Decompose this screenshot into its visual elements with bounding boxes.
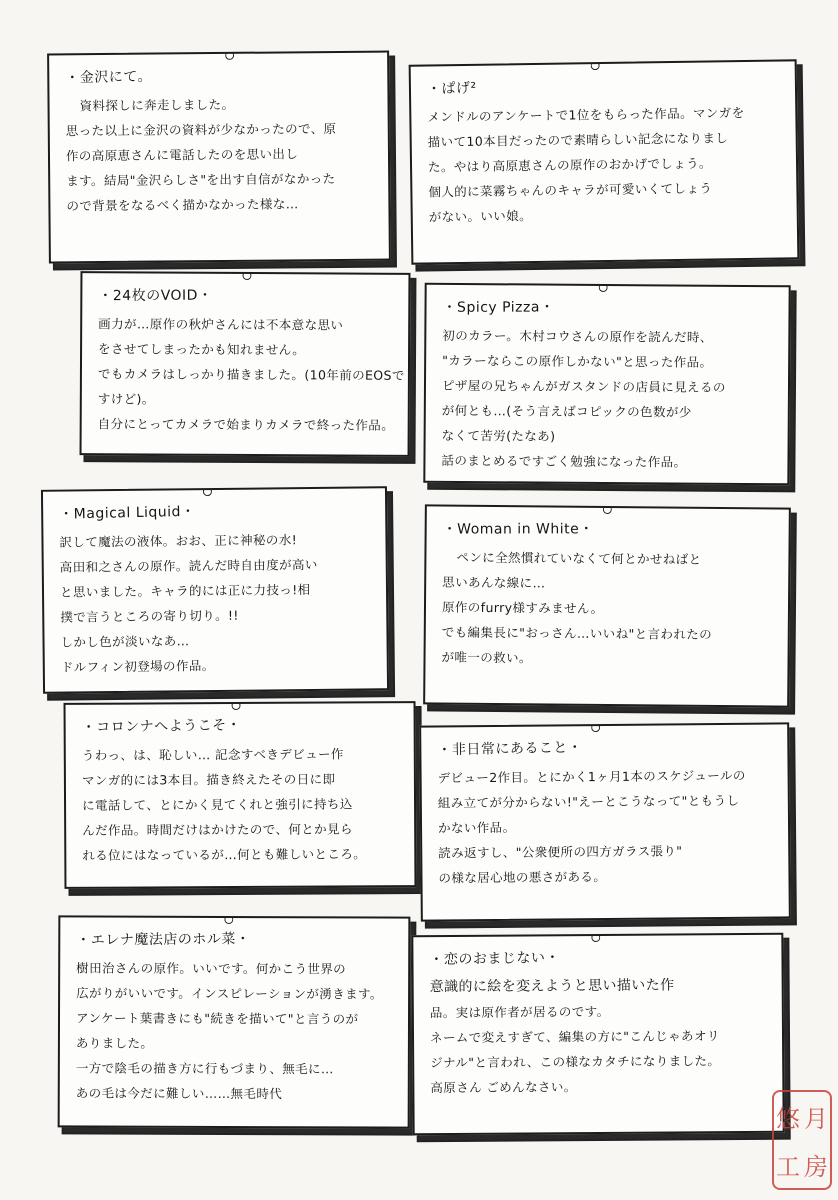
card-line: 一方で陰毛の描き方に行もづまり、無毛に… bbox=[75, 1060, 334, 1077]
card-line: 描いて10本目だったので素晴らしい記念になりまし bbox=[427, 130, 729, 150]
card-line: ネームで変えすぎて、編集の方に"こんじゃあオリ bbox=[429, 1028, 720, 1046]
card-line: すけど)。 bbox=[97, 391, 155, 407]
card-title: ・Spicy Pizza・ bbox=[442, 299, 555, 316]
card-line: あの毛は今だに難しい……無毛時代 bbox=[75, 1085, 283, 1102]
card-line: 作の高原恵さんに電話したのを思い出し bbox=[65, 146, 299, 164]
card-line: でもカメラはしっかり描きました。(10年前のEOSで bbox=[97, 366, 405, 383]
note-card-koi-no-omajinai bbox=[411, 933, 784, 1136]
card-line: ありました。 bbox=[75, 1035, 154, 1051]
card-line: ピザ屋の兄ちゃんがガスタンドの店員に見えるの bbox=[441, 377, 726, 395]
card-line: アンケート葉書きにも"続きを描いて"と言うのが bbox=[75, 1010, 359, 1027]
note-card-page2 bbox=[409, 59, 800, 264]
card-line: 品。実は原作者が居るのです。 bbox=[429, 1003, 610, 1021]
card-line: でも編集長に"おっさん…いいね"と言われたの bbox=[441, 624, 713, 642]
card-title: ・コロンナへようこそ・ bbox=[81, 717, 242, 736]
card-line: 訳して魔法の液体。おお、正に神秘の水! bbox=[59, 532, 298, 550]
card-title: ・エレナ魔法店のホル菜・ bbox=[76, 931, 251, 949]
card-line: うわっ、は、恥しい… 記念すべきデビュー作 bbox=[81, 746, 344, 763]
stamp-char: 月 bbox=[804, 1104, 828, 1133]
note-card-hinichijo bbox=[419, 722, 791, 921]
card-line: 組み立てが分からない!"えーとこうなって"ともうし bbox=[437, 792, 740, 811]
card-line: 思いあんな線に… bbox=[442, 574, 546, 591]
pin-mark bbox=[242, 271, 251, 280]
card-line: ます。結局"金沢らしさ"を出す自信がなかった bbox=[66, 170, 336, 189]
card-line: ペンに全然慣れていなくて何とかせねばと bbox=[456, 549, 702, 567]
card-line: の様な居心地の悪さがある。 bbox=[438, 868, 607, 886]
card-line: た。やはり高原恵さんの原作のおかげでしょう。 bbox=[427, 155, 712, 175]
card-line: かない作品。 bbox=[437, 819, 516, 836]
card-line: マンガ的には3本目。描き終えたその日に即 bbox=[81, 771, 336, 788]
stamp-char: 悠 bbox=[776, 1104, 800, 1133]
card-title: ・金沢にて。 bbox=[65, 68, 153, 87]
card-line: 画力が…原作の秋炉さんには不本意な思い bbox=[98, 316, 344, 333]
card-line: デビュー2作目。とにかく1ヶ月1本のスケジュールの bbox=[437, 767, 746, 786]
card-title: ・恋のおまじない・ bbox=[429, 949, 561, 969]
card-line: 撲で言うところの寄り切り。!! bbox=[60, 607, 239, 625]
card-line: 個人的に菜霧ちゃんのキャラが可愛いくてしょう bbox=[428, 180, 713, 200]
card-line: 資料探しに奔走しました。 bbox=[79, 96, 235, 114]
card-line: に電話して、とにかく見てくれと強引に持ち込 bbox=[82, 796, 353, 813]
card-title: ・Magical Liquid・ bbox=[59, 503, 196, 523]
note-card-spicy-pizza bbox=[423, 283, 790, 486]
pin-mark bbox=[603, 505, 612, 514]
card-line: 話のまとめるですごく勉強になった作品。 bbox=[441, 452, 687, 470]
card-line: 初のカラー。木村コウさんの原作を読んだ時、 bbox=[442, 327, 713, 345]
card-title: ・ぱげ² bbox=[426, 80, 477, 98]
note-card-void bbox=[80, 271, 411, 457]
card-title: ・24枚のVOID・ bbox=[98, 287, 213, 305]
card-line: メンドルのアンケートで1位をもらった作品。マンガを bbox=[427, 105, 745, 125]
card-line: ので背景をなるべく描かなかった様な… bbox=[66, 196, 299, 214]
card-line: 高原さん ごめんなさい。 bbox=[430, 1079, 577, 1096]
pin-mark bbox=[232, 701, 241, 710]
card-line: 意識的に絵を変えようと思い描いた作 bbox=[429, 977, 675, 996]
card-line: 原作のfurry様すみません。 bbox=[441, 599, 604, 616]
pin-mark bbox=[224, 915, 233, 924]
card-line: ジナル"と言われ、この様なカタチになりました。 bbox=[430, 1053, 721, 1071]
pin-mark bbox=[591, 723, 600, 732]
card-line: 広がりがいいです。インスピレーションが湧きます。 bbox=[76, 985, 383, 1002]
note-card-magical-liquid bbox=[41, 486, 389, 694]
pin-mark bbox=[599, 283, 608, 292]
card-line: 高田和之さんの原作。読んだ時自由度が高い bbox=[59, 556, 318, 575]
stamp-char: 工 bbox=[776, 1152, 800, 1181]
card-line: が何とも…(そう言えばコピックの色数が少 bbox=[441, 402, 692, 420]
card-title: ・Woman in White・ bbox=[442, 521, 594, 538]
stamp-char: 房 bbox=[804, 1152, 828, 1181]
card-line: が唯一の救い。 bbox=[441, 649, 532, 666]
card-title: ・非日常にあること・ bbox=[437, 739, 583, 759]
pin-mark bbox=[591, 61, 600, 70]
card-line: 樹田治さんの原作。いいです。何かこう世界の bbox=[76, 960, 347, 977]
note-card-elena bbox=[58, 915, 411, 1128]
card-line: 思った以上に金沢の資料が少なかったので、原 bbox=[65, 120, 337, 139]
note-card-colonna bbox=[64, 701, 417, 889]
pin-mark bbox=[591, 933, 600, 942]
card-line: "カラーならこの原作しかない"と思った作品。 bbox=[442, 352, 713, 370]
pin-mark bbox=[203, 487, 212, 496]
hanko-stamp bbox=[772, 1090, 832, 1190]
card-line: 自分にとってカメラで始まりカメラで終った作品。 bbox=[97, 416, 395, 433]
pin-mark bbox=[225, 51, 234, 60]
note-card-kanazawa bbox=[47, 51, 391, 264]
card-line: なくて苦労(たなあ) bbox=[441, 427, 556, 444]
card-line: をさせてしまったかも知れません。 bbox=[98, 341, 306, 358]
card-line: んだ作品。時間だけはかけたので、何とか見ら bbox=[82, 821, 353, 838]
card-line: 読み返すし、"公衆便所の四方ガラス張り" bbox=[438, 843, 683, 861]
card-line: しかし色が淡いなあ… bbox=[60, 633, 190, 650]
card-line: ドルフィン初登場の作品。 bbox=[60, 658, 215, 675]
card-line: れる位にはなっているが…何とも難しいところ。 bbox=[82, 846, 367, 863]
note-card-woman-in-white bbox=[423, 504, 791, 707]
card-line: がない。いい娘。 bbox=[428, 208, 533, 225]
card-line: と思いました。キャラ的には正に力技っ!相 bbox=[59, 582, 311, 600]
